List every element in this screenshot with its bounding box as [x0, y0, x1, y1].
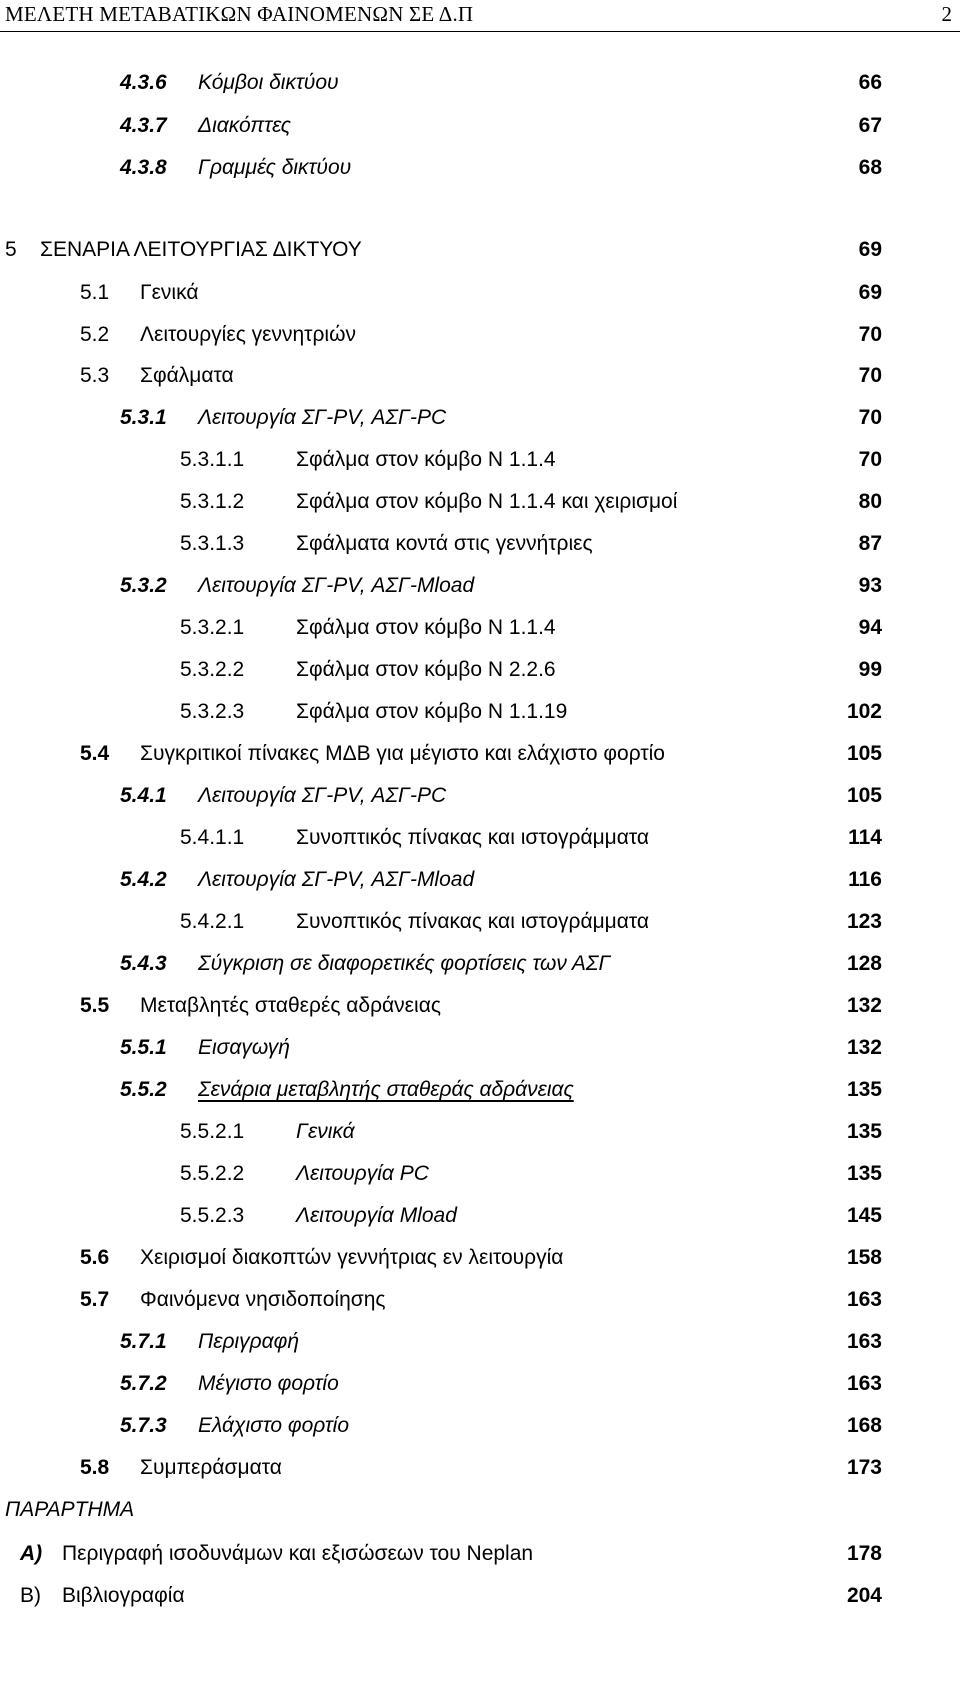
toc-entry-5-7-3[interactable] — [0, 1411, 960, 1441]
toc-page: 173 — [846, 1456, 882, 1479]
toc-title: Συμπεράσματα — [140, 1456, 282, 1479]
toc-page: 102 — [846, 700, 882, 723]
toc-page: 70 — [858, 364, 882, 387]
toc-page: 80 — [858, 490, 882, 513]
toc-number: 5.6 — [80, 1246, 110, 1269]
toc-title: Λειτουργία ΣΓ-PV, ΑΣΓ-Mload — [198, 574, 475, 597]
toc-page: 68 — [858, 156, 882, 179]
toc-page: 70 — [858, 323, 882, 346]
toc-entry-5-6[interactable] — [0, 1243, 960, 1273]
toc-page: 87 — [858, 532, 882, 555]
toc-number: 5.4.2.1 — [180, 910, 245, 933]
toc-title: Κόμβοι δικτύου — [198, 71, 339, 94]
toc-page: 163 — [846, 1288, 882, 1311]
toc-title: Σφάλμα στον κόμβο Ν 1.1.4 και χειρισμοί — [296, 490, 678, 513]
toc-entry-5-3-2[interactable] — [0, 571, 960, 601]
toc-title: Ελάχιστο φορτίο — [198, 1414, 350, 1437]
toc-title: Εισαγωγή — [198, 1036, 290, 1059]
toc-entry-5-5-2-1[interactable] — [0, 1117, 960, 1147]
toc-entry-5-4-2-1[interactable] — [0, 907, 960, 937]
toc-page: 135 — [846, 1078, 882, 1101]
toc-number: 5.7.2 — [120, 1372, 167, 1395]
toc-entry-5-5-2-2[interactable] — [0, 1159, 960, 1189]
toc-page: 135 — [846, 1162, 882, 1185]
toc-title: Λειτουργία ΣΓ-PV, ΑΣΓ-PC — [198, 406, 447, 429]
toc-number: 5.4.2 — [120, 868, 167, 891]
toc-page: 70 — [858, 448, 882, 471]
toc-entry-5-5-2[interactable] — [0, 1075, 960, 1105]
toc-page: 69 — [858, 281, 882, 304]
toc-number: 4.3.7 — [120, 114, 167, 137]
toc-page: 163 — [846, 1372, 882, 1395]
toc-number: 5.8 — [80, 1456, 110, 1479]
toc-entry-5-4-2[interactable] — [0, 865, 960, 895]
toc-entry-5-3-1-3[interactable] — [0, 529, 960, 559]
toc-entry-5-3[interactable] — [0, 361, 960, 391]
toc-title: Μεταβλητές σταθερές αδράνειας — [140, 994, 441, 1017]
toc-title: Συνοπτικός πίνακας και ιστογράμματα — [296, 826, 650, 849]
toc-title: Σφάλμα στον κόμβο Ν 1.1.4 — [296, 616, 556, 639]
toc-number: 5.7.3 — [120, 1414, 167, 1437]
appendix-heading-row — [0, 1495, 960, 1525]
toc-page: 128 — [846, 952, 882, 975]
appendix-heading: ΠΑΡΑΡΤΗΜΑ — [5, 1498, 135, 1521]
toc-title: Περιγραφή — [198, 1330, 300, 1353]
appendix-title: Περιγραφή ισοδυνάμων και εξισώσεων του Neplan — [62, 1542, 534, 1565]
toc-title: Διακόπτες — [198, 114, 291, 137]
toc-number: 5.7.1 — [120, 1330, 167, 1353]
toc-number: 5.3.2 — [120, 574, 167, 597]
header-rule — [0, 31, 960, 32]
toc-entry-5-8[interactable] — [0, 1453, 960, 1483]
toc-title: Λειτουργίες γεννητριών — [140, 323, 356, 346]
toc-number: 5.5.2 — [120, 1078, 167, 1101]
toc-number: 5.4.1 — [120, 784, 167, 807]
toc-title: Λειτουργία PC — [296, 1162, 429, 1185]
toc-title: Σφάλμα στον κόμβο Ν 1.1.4 — [296, 448, 556, 471]
toc-number: 5.5.1 — [120, 1036, 167, 1059]
toc-number: 5.3.2.1 — [180, 616, 245, 639]
toc-entry-5-7-1[interactable] — [0, 1327, 960, 1357]
appendix-page: 178 — [846, 1542, 882, 1565]
toc-entry-5-3-2-1[interactable] — [0, 613, 960, 643]
toc-title: Λειτουργία ΣΓ-PV, ΑΣΓ-PC — [198, 784, 447, 807]
toc-entry-5-7[interactable] — [0, 1285, 960, 1315]
toc-page: 163 — [846, 1330, 882, 1353]
toc-entry-4-3-7[interactable] — [0, 111, 960, 141]
toc-page: 132 — [846, 994, 882, 1017]
toc-entry-5-4[interactable] — [0, 739, 960, 769]
toc-number: 5.2 — [80, 323, 110, 346]
toc-title: Λειτουργία ΣΓ-PV, ΑΣΓ-Mload — [198, 868, 475, 891]
toc-page: 168 — [846, 1414, 882, 1437]
toc-entry-5-7-2[interactable] — [0, 1369, 960, 1399]
appendix-label: Α) — [20, 1542, 43, 1565]
toc-number: 5.3.1.2 — [180, 490, 245, 513]
toc-entry-5-4-1-1[interactable] — [0, 823, 960, 853]
toc-title: Συνοπτικός πίνακας και ιστογράμματα — [296, 910, 650, 933]
toc-title: Μέγιστο φορτίο — [198, 1372, 339, 1395]
toc-title: Γενικά — [296, 1120, 355, 1143]
appendix-label: Β) — [20, 1584, 41, 1607]
toc-title: Γραμμές δικτύου — [198, 156, 352, 179]
toc-entry-5-4-3[interactable] — [0, 949, 960, 979]
running-header — [0, 0, 960, 30]
toc-number: 5.7 — [80, 1288, 110, 1311]
toc-title: Σενάρια μεταβλητής σταθεράς αδράνειας — [198, 1078, 574, 1101]
toc-title: Σύγκριση σε διαφορετικές φορτίσεις των ΑΣΓ — [198, 952, 611, 975]
toc-page: 99 — [858, 658, 882, 681]
toc-page: 93 — [858, 574, 882, 597]
toc-page: 158 — [846, 1246, 882, 1269]
toc-page: 105 — [846, 784, 882, 807]
toc-entry-5-4-1[interactable] — [0, 781, 960, 811]
toc-title: Λειτουργία Mload — [296, 1204, 457, 1227]
toc-number: 4.3.6 — [120, 71, 167, 94]
appendix-entry-b[interactable] — [0, 1581, 960, 1611]
toc-number: 5.5.2.3 — [180, 1204, 245, 1227]
toc-entry-5-5-2-3[interactable] — [0, 1201, 960, 1231]
toc-number: 4.3.8 — [120, 156, 167, 179]
toc-entry-5-5[interactable] — [0, 991, 960, 1021]
toc-number: 5.3.2.2 — [180, 658, 245, 681]
toc-number: 5.5.2.1 — [180, 1120, 245, 1143]
toc-page: 132 — [846, 1036, 882, 1059]
toc-title: Σφάλματα — [140, 364, 234, 387]
toc-entry-5-3-1[interactable] — [0, 403, 960, 433]
toc-page: 66 — [858, 71, 882, 94]
toc-title: Γενικά — [140, 281, 199, 304]
toc-entry-5-3-1-1[interactable] — [0, 445, 960, 475]
toc-title: Σφάλματα κοντά στις γεννήτριες — [296, 532, 593, 555]
toc-number: 5.3.1 — [120, 406, 167, 429]
toc-entry-5-5-1[interactable] — [0, 1033, 960, 1063]
toc-title: Φαινόμενα νησιδοποίησης — [140, 1288, 386, 1311]
header-page-number: 2 — [941, 2, 952, 26]
toc-entry-5[interactable] — [0, 235, 960, 265]
appendix-page: 204 — [846, 1584, 882, 1607]
toc-page: 135 — [846, 1120, 882, 1143]
toc-number: 5.4.1.1 — [180, 826, 245, 849]
toc-entry-5-3-2-2[interactable] — [0, 655, 960, 685]
toc-page: 105 — [846, 742, 882, 765]
toc-entry-5-1[interactable] — [0, 278, 960, 308]
toc-number: 5.3 — [80, 364, 110, 387]
toc-title: Συγκριτικοί πίνακες ΜΔΒ για μέγιστο και ελάχιστο φορτίο — [140, 742, 665, 765]
toc-number: 5.4 — [80, 742, 110, 765]
toc-page: 123 — [846, 910, 882, 933]
toc-title: Σφάλμα στον κόμβο Ν 1.1.19 — [296, 700, 568, 723]
appendix-entry-a[interactable] — [0, 1539, 960, 1569]
toc-number: 5.5.2.2 — [180, 1162, 245, 1185]
toc-entry-5-2[interactable] — [0, 320, 960, 350]
appendix-title: Βιβλιογραφία — [62, 1584, 185, 1607]
toc-entry-5-3-1-2[interactable] — [0, 487, 960, 517]
toc-number: 5.4.3 — [120, 952, 167, 975]
toc-title: Σφάλμα στον κόμβο Ν 2.2.6 — [296, 658, 556, 681]
toc-number: 5.5 — [80, 994, 110, 1017]
toc-page: 69 — [858, 238, 882, 261]
toc-page: 70 — [858, 406, 882, 429]
toc-number: 5.3.1.3 — [180, 532, 245, 555]
header-title: ΜΕΛΕΤΗ ΜΕΤΑΒΑΤΙΚΩΝ ΦΑΙΝΟΜΕΝΩΝ ΣΕ Δ.Π — [5, 2, 474, 26]
toc-number: 5.1 — [80, 281, 110, 304]
toc-number: 5.3.1.1 — [180, 448, 245, 471]
toc-number: 5 — [5, 238, 17, 261]
toc-page: 94 — [858, 616, 882, 639]
toc-title: Χειρισμοί διακοπτών γεννήτριας εν λειτουργία — [140, 1246, 564, 1269]
toc-page: 114 — [848, 826, 882, 849]
toc-title: ΣΕΝΑΡΙΑ ΛΕΙΤΟΥΡΓΙΑΣ ΔΙΚΤΥΟΥ — [40, 238, 362, 261]
toc-page: 67 — [858, 114, 882, 137]
toc-number: 5.3.2.3 — [180, 700, 245, 723]
toc-page: 116 — [848, 868, 882, 891]
toc-entry-4-3-8[interactable] — [0, 153, 960, 183]
toc-entry-4-3-6[interactable] — [0, 68, 960, 98]
toc-entry-5-3-2-3[interactable] — [0, 697, 960, 727]
toc-page: 145 — [846, 1204, 882, 1227]
